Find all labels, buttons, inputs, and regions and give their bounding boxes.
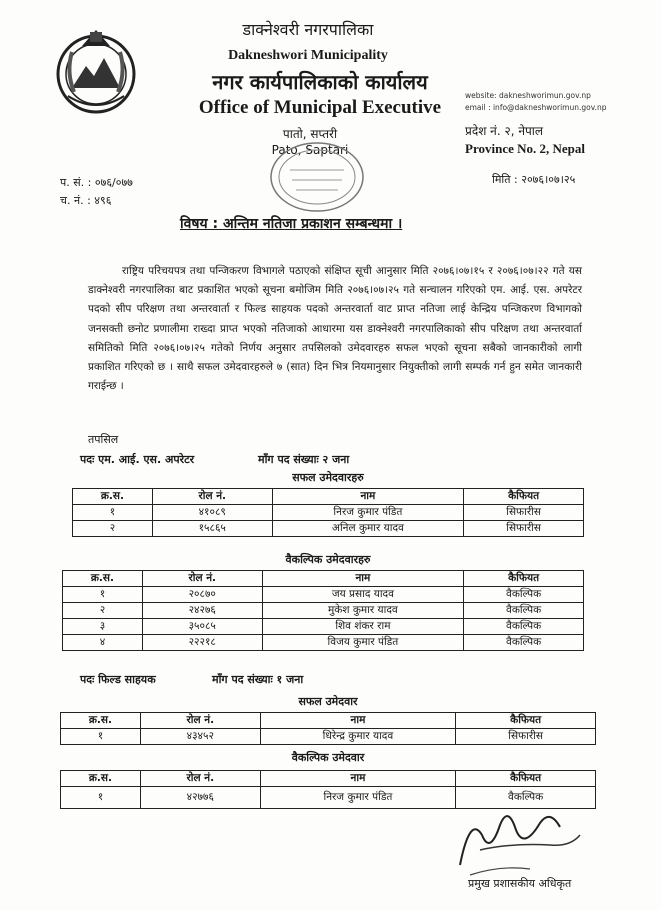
col-sn: क्र.स. [61, 771, 141, 787]
table-header-row [61, 713, 596, 729]
municipality-name-nepali: डाक्नेश्वरी नगरपालिका [242, 20, 374, 39]
success-table-mis [72, 488, 584, 537]
subject-line: विषय : अन्तिम नतिजा प्रकाशन सम्बन्धमा । [180, 216, 403, 232]
cell-remarks: वैकल्पिक [456, 787, 596, 809]
reference-numbers [60, 174, 133, 210]
office-name-nepali: नगर कार्यपालिकाको कार्यालय [212, 70, 428, 94]
col-roll: रोल नं. [140, 771, 260, 787]
col-sn: क्र.स. [63, 571, 143, 587]
success-caption-field: सफल उमेदवार [298, 695, 358, 708]
post-demand-count-field: माँग पद संख्याः १ जना [212, 673, 304, 686]
table-row [63, 635, 584, 651]
address-english: Pato, Saptari [271, 143, 349, 157]
cell-remarks: वैकल्पिक [464, 603, 584, 619]
alternate-caption-field: वैकल्पिक उमेदवार [291, 751, 365, 764]
table-row [63, 619, 584, 635]
municipality-name-english: Dakneshwori Municipality [228, 48, 388, 63]
table-header-row [73, 489, 584, 505]
post-title-field-assistant: पदः फिल्ड साहयक [80, 673, 156, 686]
col-name: नाम [272, 489, 464, 505]
col-roll: रोल नं. [152, 489, 272, 505]
post-demand-count-mis: माँग पद संख्याः २ जना [258, 453, 350, 466]
col-remarks: कैफियत [456, 713, 596, 729]
notice-body: राष्ट्रिय परिचयपत्र तथा पन्जिकरण विभागले पठाएको संक्षिप्त सूची आनुसार मिति २०७६।०७।१५ र २०७६।०७।२२ गते यस डाक्नेश्वरी नगरपालिका बाट प्रकाशित भएको सूचना बमोजिम मिति २०७६।०७।२५ गते सन्चालन गरिएको एम. आई. एस. अपरेटर पदको सीप परिक्षण तथा अन्तरवार्ता र फिल्ड साहयक पदको अन्तरवार्ता वाट प्राप्त नतिजा लाई केन्द्रिय पन्जिकरण विभागको जनसक्ती छनोट प्रणालीमा राख्दा प्राप्त भएको नतिजाको आधारमा यस डाक्नेश्वरी नगरपालिकाको सीप परिक्षण तथा अन्तरवार्ता समितिको मिति २०७६।०७।२५ गतेको निर्णय अनुसार तपसिलको उमेदवारहरु सफल भएको सूचना सबैको जानकारीको लागी प्रकाशित गरिएको छ । साथै सफल उमेदवारहरुले ७ (सात) दिन भित्र नियमानुसार नियुक्तीको लागी सम्पर्क गर्न हुन समेत जानकारी गराईन्छ । [88, 265, 582, 393]
cell-name: विजय कुमार पंडित [262, 635, 464, 651]
cell-name: शिव शंकर राम [262, 619, 464, 635]
cell-sn: २ [63, 603, 143, 619]
col-name: नाम [260, 771, 456, 787]
office-stamp [268, 140, 366, 214]
table-row [73, 505, 584, 521]
cell-remarks: वैकल्पिक [464, 619, 584, 635]
cell-roll: २४२७६ [142, 603, 262, 619]
col-remarks: कैफियत [464, 489, 584, 505]
cell-name: निरज कुमार पंडित [272, 505, 464, 521]
cell-sn: २ [73, 521, 153, 537]
cell-roll: १५८६५ [152, 521, 272, 537]
col-remarks: कैफियत [456, 771, 596, 787]
cell-roll: ४२७७६ [140, 787, 260, 809]
table-header-row [63, 571, 584, 587]
email-text: email : info@dakneshworimun.gov.np [465, 103, 607, 112]
cell-remarks: वैकल्पिक [464, 587, 584, 603]
cell-sn: १ [63, 587, 143, 603]
cell-sn: १ [61, 787, 141, 809]
col-sn: क्र.स. [61, 713, 141, 729]
alternate-table-mis [62, 570, 584, 651]
cell-name: जय प्रसाद यादव [262, 587, 464, 603]
cell-name: धिरेन्द्र कुमार यादव [260, 729, 456, 745]
letter-date: मिति : २०७६।०७।२५ [492, 173, 576, 186]
success-caption-mis: सफल उमेदवारहरु [292, 471, 364, 484]
col-sn: क्र.स. [73, 489, 153, 505]
table-header-row [61, 771, 596, 787]
col-name: नाम [260, 713, 456, 729]
cell-sn: १ [73, 505, 153, 521]
post-title-mis-operator: पदः एम. आई. एस. अपरेटर [80, 453, 195, 466]
office-name-english: Office of Municipal Executive [198, 97, 442, 118]
success-table-field [60, 712, 596, 745]
col-roll: रोल नं. [142, 571, 262, 587]
cell-remarks: वैकल्पिक [464, 635, 584, 651]
cell-sn: १ [61, 729, 141, 745]
signatory-title: प्रमुख प्रशासकीय अधिकृत [468, 877, 572, 890]
contact-info [465, 90, 606, 114]
cell-sn: ३ [63, 619, 143, 635]
chalani-number: च. नं. : ४९६ [60, 194, 112, 207]
cell-roll: ४१०८९ [152, 505, 272, 521]
province-english: Province No. 2, Nepal [465, 141, 585, 156]
cell-roll: २२२१८ [142, 635, 262, 651]
patra-sankhya: प. सं. : ०७६/०७७ [60, 176, 133, 189]
municipality-emblem-logo [52, 22, 140, 122]
cell-remarks: सिफारीस [464, 521, 584, 537]
province-info [465, 123, 585, 157]
cell-roll: २०८७० [142, 587, 262, 603]
cell-sn: ४ [63, 635, 143, 651]
cell-roll: ३५०८५ [142, 619, 262, 635]
alternate-caption-mis: वैकल्पिक उमेदवारहरु [285, 553, 371, 566]
cell-name: निरज कुमार पंडित [260, 787, 456, 809]
col-roll: रोल नं. [140, 713, 260, 729]
table-row [61, 729, 596, 745]
tapsil-label: तपसिल [88, 433, 119, 446]
cell-remarks: सिफारीस [456, 729, 596, 745]
handwritten-signature [420, 795, 590, 885]
table-row [63, 603, 584, 619]
website-text: website: dakneshworimun.gov.np [465, 91, 591, 100]
cell-name: अनिल कुमार यादव [272, 521, 464, 537]
col-remarks: कैफियत [464, 571, 584, 587]
province-nepali: प्रदेश नं. २, नेपाल [465, 124, 544, 138]
col-name: नाम [262, 571, 464, 587]
address-nepali: पातो, सप्तरी [282, 127, 338, 141]
cell-remarks: सिफारीस [464, 505, 584, 521]
cell-name: मुकेश कुमार यादव [262, 603, 464, 619]
cell-roll: ४३४५२ [140, 729, 260, 745]
table-row [73, 521, 584, 537]
table-row [63, 587, 584, 603]
